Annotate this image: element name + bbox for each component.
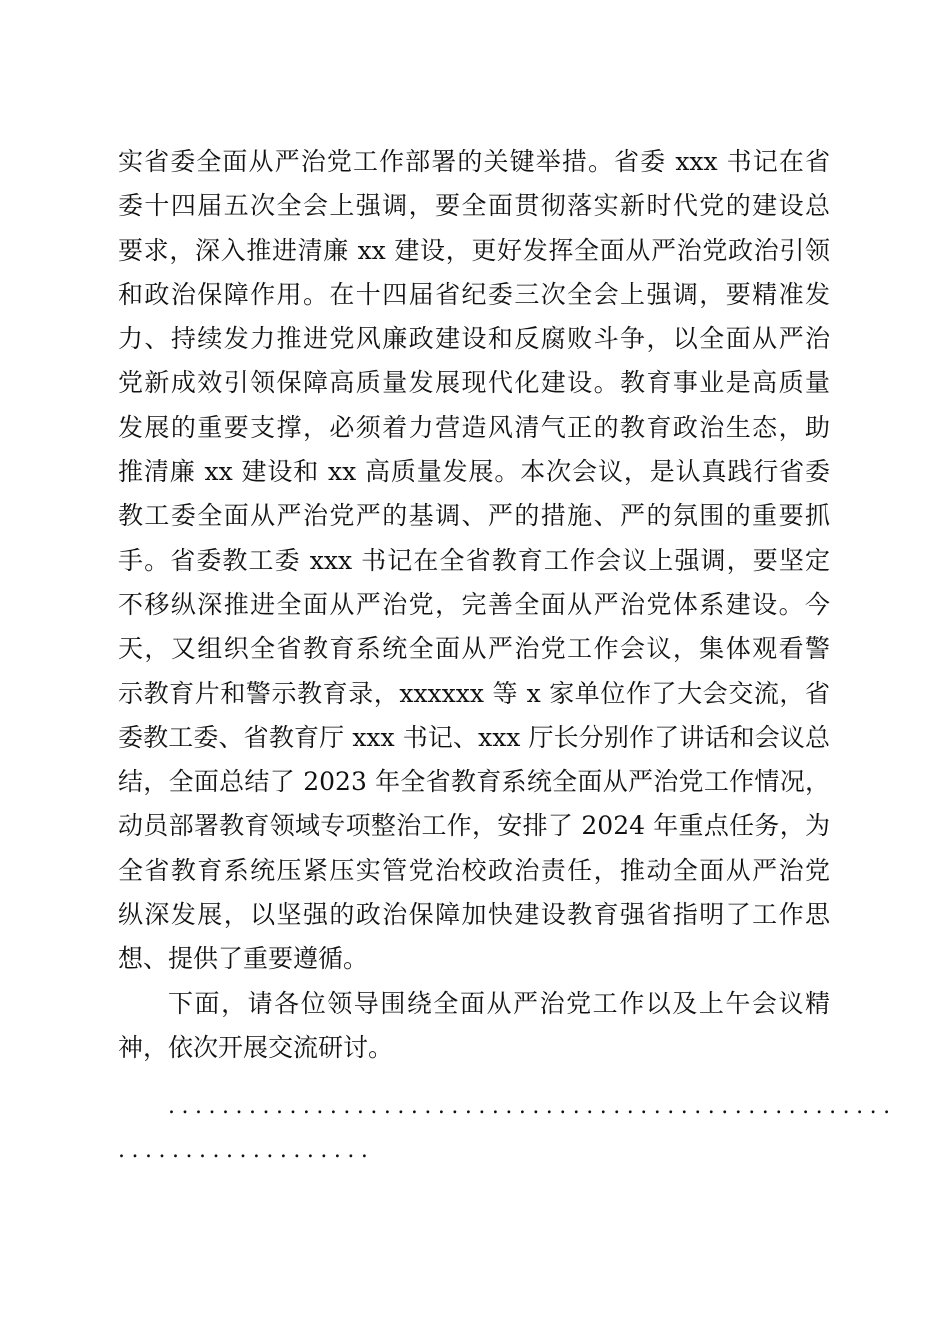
text-line: 党新成效引领保障高质量发展现代化建设。教育事业是高质量 bbox=[118, 368, 830, 398]
text-line: 不移纵深推进全面从严治党，完善全面从严治党体系建设。今 bbox=[118, 589, 830, 619]
text-line: 力、持续发力推进党风廉政建设和反腐败斗争，以全面从严治 bbox=[118, 324, 830, 354]
text-line: 要求，深入推进清廉 xx 建设，更好发挥全面从严治党政治引领 bbox=[118, 235, 830, 265]
text-line: 教工委全面从严治党严的基调、严的措施、严的氛围的重要抓 bbox=[118, 501, 830, 531]
ellipsis-line: ...................................................... bbox=[168, 1094, 897, 1119]
text-line: 结，全面总结了 2023 年全省教育系统全面从严治党工作情况， bbox=[118, 767, 830, 797]
document-body bbox=[118, 140, 830, 1070]
text-line: 纵深发展，以坚强的政治保障加快建设教育强省指明了工作思 bbox=[118, 900, 830, 930]
text-line: 全省教育系统压紧压实管党治校政治责任，推动全面从严治党 bbox=[118, 855, 830, 885]
text-line: 发展的重要支撑，必须着力营造风清气正的教育政治生态，助 bbox=[118, 412, 830, 442]
text-line: 委教工委、省教育厅 xxx 书记、xxx 厅长分别作了讲话和会议总 bbox=[118, 722, 830, 752]
text-line: 委十四届五次全会上强调，要全面贯彻落实新时代党的建设总 bbox=[118, 191, 830, 221]
text-line: 天，又组织全省教育系统全面从严治党工作会议，集体观看警 bbox=[118, 634, 830, 664]
text-line: 神，依次开展交流研讨。 bbox=[118, 1032, 394, 1062]
text-line: 推清廉 xx 建设和 xx 高质量发展。本次会议，是认真践行省委 bbox=[118, 457, 830, 487]
text-line: 下面，请各位领导围绕全面从严治党工作以及上午会议精 bbox=[168, 988, 830, 1018]
text-line: 手。省委教工委 xxx 书记在全省教育工作会议上强调，要坚定 bbox=[118, 545, 830, 575]
ellipsis-line: ................... bbox=[118, 1138, 375, 1163]
text-line: 实省委全面从严治党工作部署的关键举措。省委 xxx 书记在省 bbox=[118, 147, 830, 176]
text-line: 示教育片和警示教育录，xxxxxx 等 x 家单位作了大会交流，省 bbox=[118, 678, 830, 708]
text-line: 动员部署教育领域专项整治工作，安排了 2024 年重点任务，为 bbox=[118, 811, 830, 841]
text-line: 想、提供了重要遵循。 bbox=[118, 944, 369, 974]
text-line: 和政治保障作用。在十四届省纪委三次全会上强调，要精准发 bbox=[118, 279, 830, 309]
